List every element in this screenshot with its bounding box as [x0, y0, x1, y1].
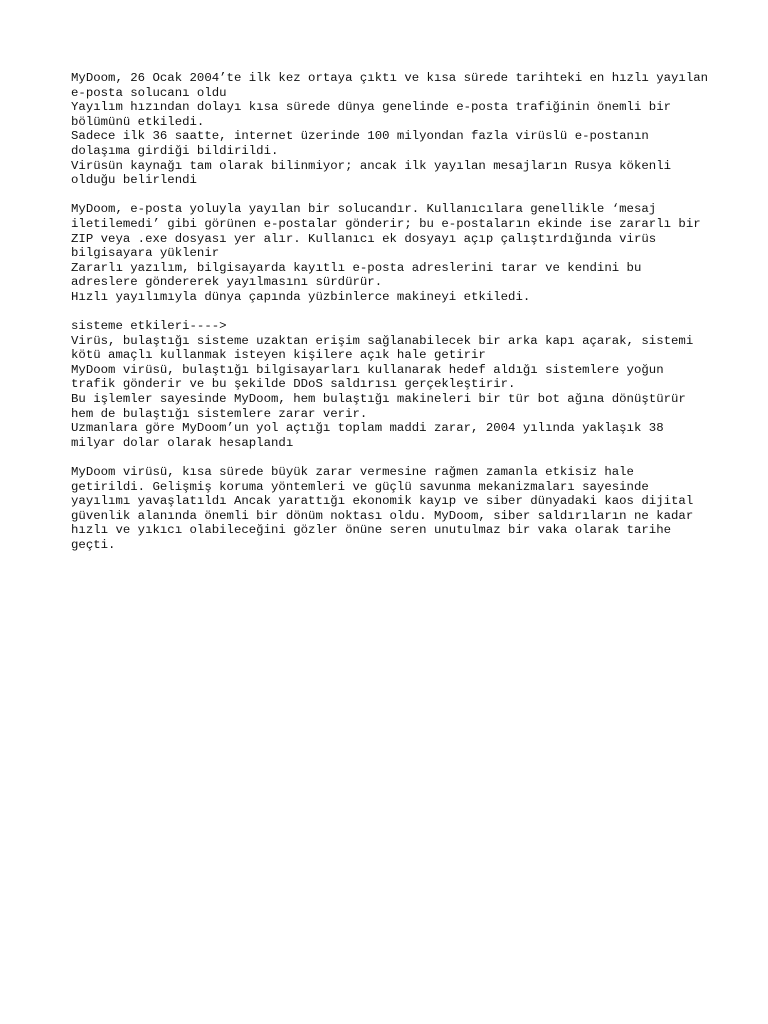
text-line: Bu işlemler sayesinde MyDoom, hem bulaştığı makineleri bir tür bot ağına dönüştürür hem de bulaştığı sistemlere zarar verir.: [71, 392, 694, 421]
text-line: MyDoom, 26 Ocak 2004’te ilk kez ortaya çıktı ve kısa sürede tarihteki en hızlı yayılan e-posta solucanı oldu: [71, 71, 716, 100]
section-heading-line: sisteme etkileri---->: [71, 319, 227, 334]
paragraph-spread-method: [71, 202, 711, 304]
text-line: MyDoom, e-posta yoluyla yayılan bir solucandır. Kullanıcılara genellikle ‘mesaj iletilemedi’ gibi görünen e-postalar gönderir; bu e-postaların ekinde ise zararlı bir ZIP veya .exe dosyası yer alır. Kullanıcı ek dosyayı açıp çalıştırdığında virüs bilgisayara yüklenir: [71, 202, 709, 261]
text-line: Yayılım hızından dolayı kısa sürede dünya genelinde e-posta trafiğinin önemli bir bölümünü etkiledi.: [71, 100, 679, 129]
text-line: Hızlı yayılımıyla dünya çapında yüzbinlerce makineyi etkiledi.: [71, 289, 531, 304]
paragraph-conclusion: [71, 465, 711, 553]
document-body: [71, 71, 716, 567]
text-line: Zararlı yazılım, bilgisayarda kayıtlı e-posta adreslerini tarar ve kendini bu adreslere göndererek yayılmasını sürdürür.: [71, 260, 649, 290]
text-line: MyDoom virüsü, kısa sürede büyük zarar vermesine rağmen zamanla etkisiz hale getirildi. Gelişmiş koruma yöntemleri ve güçlü savunma mekanizmaları sayesinde yayılımı yavaşlatıldı Ancak yarattığı ekonomik kayıp ve siber dünyadaki kaos dijital güvenlik alanında önemli bir dönüm noktası oldu. MyDoom, siber saldırıların ne kadar hızlı ve yıkıcı olabileceğini gözler önüne seren unutulmaz bir vaka olarak tarihe geçti.: [71, 465, 701, 552]
text-line: MyDoom virüsü, bulaştığı bilgisayarları kullanarak hedef aldığı sistemlere yoğun trafik gönderir ve bu şekilde DDoS saldırısı gerçekleştirir.: [71, 362, 672, 392]
text-line: Virüs, bulaştığı sisteme uzaktan erişim sağlanabilecek bir arka kapı açarak, sistemi kötü amaçlı kullanmak isteyen kişilere açık hale getirir: [71, 333, 701, 363]
paragraph-system-effects: [71, 319, 711, 450]
text-line: Uzmanlara göre MyDoom’un yol açtığı toplam maddi zarar, 2004 yılında yaklaşık 38 milyar dolar olarak hesaplandı: [71, 421, 672, 450]
text-line: Virüsün kaynağı tam olarak bilinmiyor; ancak ilk yayılan mesajların Rusya kökenli olduğu belirlendi: [71, 158, 679, 188]
paragraph-history: [71, 71, 716, 188]
text-line: Sadece ilk 36 saatte, internet üzerinde 100 milyondan fazla virüslü e-postanın dolaşıma girdiği bildirildi.: [71, 129, 657, 158]
